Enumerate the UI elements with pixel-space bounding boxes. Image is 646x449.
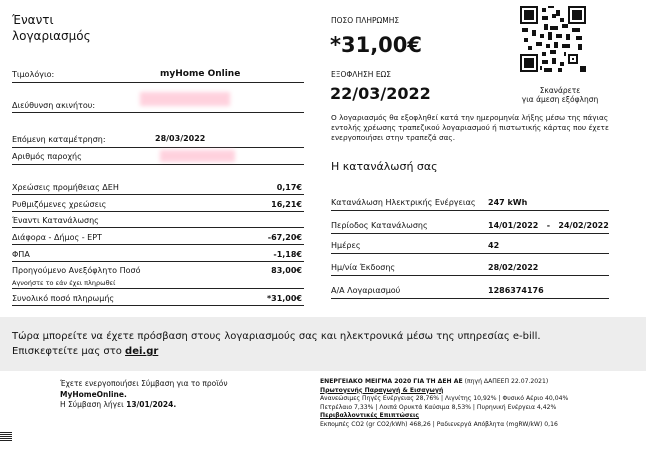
ebill-banner: [0, 317, 646, 371]
amount-due: *31,00€: [330, 33, 423, 57]
contract-line2: MyHomeOnline.: [60, 389, 127, 399]
bill-title: [12, 12, 91, 44]
total-value: *31,00€: [266, 294, 302, 303]
divider: [12, 288, 304, 289]
ebill-visit: [12, 346, 158, 357]
divider: [12, 147, 304, 148]
charge-value: 0,17€: [276, 183, 302, 192]
divider: [12, 211, 304, 212]
divider: [331, 253, 609, 254]
divider: [12, 305, 304, 306]
consumption-value: 28/02/2022: [488, 263, 539, 272]
due-label: ΕΞΟΦΛΗΣΗ ΕΩΣ: [331, 70, 392, 79]
consumption-value: 42: [488, 241, 500, 250]
divider: [12, 244, 304, 245]
consumption-value: 1286374176: [488, 286, 544, 295]
energy-mix-title: ΕΝΕΡΓΕΙΑΚΟ ΜΕΙΓΜΑ 2020 ΓΙΑ ΤΗ ΔΕΗ ΑΕ: [320, 378, 463, 385]
charge-value: -67,20€: [267, 233, 302, 242]
bill-title-line1: Έναντι: [12, 13, 54, 27]
energy-mix-section2: Περιβαλλοντικές Επιπτώσεις: [320, 412, 420, 420]
redacted-supply-number: [160, 150, 235, 162]
amount-label: ΠΟΣΟ ΠΛΗΡΩΜΗΣ: [331, 16, 400, 25]
divider: [12, 194, 304, 195]
consumption-value: 14/01/2022 - 24/02/2022: [488, 221, 609, 230]
energy-mix-row2: Πετρέλαιο 7,33% | Λοιπά Ορυκτά Καύσιμα 8,53% | Πυρηνική Ενέργεια 4,42%: [320, 403, 557, 411]
ebill-text: Τώρα μπορείτε να έχετε πρόσβαση στους λογαριασμούς σας και ηλεκτρονικά μέσω της υπηρεσίας e-bill.: [12, 331, 541, 342]
next-reading-value: 28/03/2022: [155, 134, 206, 143]
divider: [331, 298, 609, 299]
next-reading-label: Επόμενη καταμέτρηση:: [12, 135, 106, 144]
divider: [331, 210, 609, 211]
charge-value: 16,21€: [271, 200, 302, 209]
energy-mix-heading: [320, 378, 620, 387]
charge-label: Ρυθμιζόμενες χρεώσεις: [12, 200, 107, 209]
ebill-visit-prefix: Επισκεφτείτε μας στο: [12, 346, 126, 357]
charge-label: Προηγούμενο Ανεξόφλητο Ποσό: [12, 266, 141, 275]
consumption-label: Ημέρες: [331, 241, 361, 250]
contract-info: [60, 379, 228, 411]
supply-number-label: Αριθμός παροχής: [12, 152, 82, 161]
energy-mix: [320, 378, 620, 430]
energy-mix-source: (πηγή ΔΑΠΕΕΠ 22.07.2021): [464, 378, 549, 385]
total-label: Συνολικό ποσό πληρωμής: [12, 294, 115, 303]
consumption-label: Ημ/νία Έκδοσης: [331, 263, 396, 272]
consumption-label: Περίοδος Κατανάλωσης: [331, 221, 428, 230]
divider: [12, 227, 304, 228]
qr-code-icon[interactable]: [520, 6, 586, 72]
contract-line3-prefix: Η Σύμβαση λήγει: [60, 400, 127, 409]
consumption-value: 247 kWh: [488, 198, 528, 207]
invoice-label: Τιμολόγιο:: [12, 70, 55, 79]
charge-value: -1,18€: [273, 250, 302, 259]
energy-mix-section1: Πρωτογενής Παραγωγή & Εισαγωγή: [320, 386, 444, 394]
divider: [331, 233, 609, 234]
charge-label: ΦΠΑ: [12, 250, 30, 259]
dei-link[interactable]: dei.gr: [125, 346, 159, 357]
scan-caption: [510, 86, 610, 104]
charge-label: Διάφορα - Δήμος - ΕΡΤ: [12, 233, 102, 242]
scan-caption-line2: για άμεση εξόφληση: [521, 95, 599, 104]
divider: [12, 164, 304, 165]
charge-label: Χρεώσεις προμήθειας ΔΕΗ: [12, 183, 119, 192]
barcode-icon: [0, 432, 12, 442]
energy-mix-row3: Εκπομπές CO2 (gr CO2/kWh) 468,26 | Ραδιενεργά Απόβλητα (mgRW/kW) 0,16: [320, 420, 558, 428]
payment-notice: Ο λογαριασμός θα εξοφληθεί κατά την ημερομηνία λήξης μέσω της πάγιας εντολής χρέωσης τραπεζικού λογαριασμού ή πιστωτικής κάρτας που έχετε ενεργοποιήσει στην τραπεζά σας.: [331, 113, 609, 142]
bill-title-line2: λογαριασμός: [12, 29, 91, 43]
contract-end-date: 13/01/2024.: [126, 400, 177, 409]
paid-note: Αγνοήστε το εάν έχει πληρωθεί: [12, 279, 116, 287]
divider: [12, 82, 304, 83]
address-label: Διεύθυνση ακινήτου:: [12, 101, 96, 110]
consumption-title: Η κατανάλωσή σας: [331, 160, 438, 173]
consumption-label: Κατανάλωση Ηλεκτρικής Ενέργειας: [331, 198, 476, 207]
due-date: 22/03/2022: [330, 84, 431, 103]
contract-line1: Έχετε ενεργοποιήσει Σύμβαση για το προϊόν: [60, 379, 228, 388]
divider: [331, 275, 609, 276]
redacted-address: [140, 92, 230, 106]
charge-label: Έναντι Κατανάλωσης: [12, 216, 99, 225]
divider: [12, 112, 304, 113]
charge-value: 83,00€: [271, 266, 302, 275]
scan-caption-line1: Σκανάρετε: [539, 86, 581, 95]
divider: [12, 261, 304, 262]
consumption-label: Α/Α Λογαριασμού: [331, 286, 401, 295]
energy-mix-row1: Ανανεώσιμες Πηγές Ενέργειας 28,76% | Λιγνίτης 10,92% | Φυσικό Αέριο 40,04%: [320, 395, 569, 403]
contract-line3: [60, 400, 228, 411]
invoice-value: myHome Online: [160, 69, 241, 79]
